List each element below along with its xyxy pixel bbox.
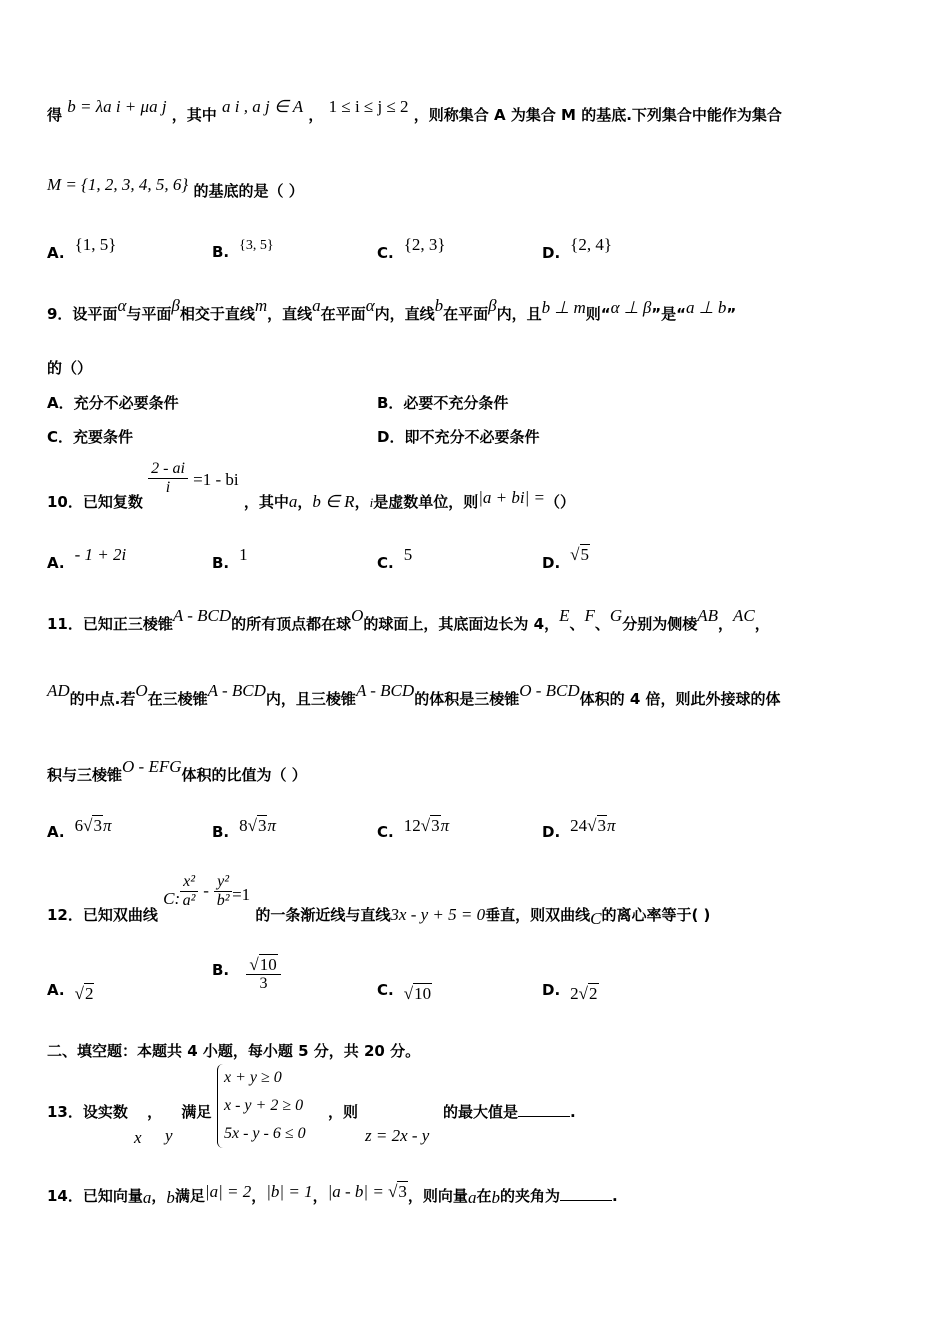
option-value-sqrt: √5 [570, 545, 589, 564]
q13-tail [328, 1101, 358, 1122]
text: 得 [47, 106, 63, 124]
text: （） [545, 493, 576, 511]
math: O [351, 606, 364, 625]
q8-option-b[interactable] [212, 238, 274, 262]
text: ， [754, 615, 770, 633]
q13-line [47, 1101, 211, 1122]
q12-option-a[interactable] [47, 980, 94, 1003]
math: |a + bi| = [478, 488, 545, 507]
q12-option-d[interactable] [542, 980, 599, 1003]
math: A - BCD [355, 681, 415, 700]
option-label: B. [212, 243, 230, 261]
math: m [254, 296, 268, 315]
text: 相交于直线 [179, 305, 255, 323]
text: 12．已知双曲线 [47, 906, 158, 924]
text: 13．设实数 [47, 1103, 128, 1121]
math: E [559, 606, 570, 625]
math-cond: a i , a j ∈ A [222, 97, 304, 116]
math: b [491, 1188, 500, 1207]
text: ， [147, 1103, 163, 1121]
text: ” [726, 305, 737, 323]
constraint-rows [217, 1064, 306, 1148]
fraction-denominator: a² [182, 892, 196, 909]
text: 14．已知向量 [47, 1187, 143, 1205]
math: AD [47, 681, 70, 700]
math: a ⊥ b [686, 298, 727, 317]
text: 的一条渐近线与直线 [255, 906, 391, 924]
option-value: 2√2 [570, 984, 598, 1003]
text: 、 [594, 615, 610, 633]
option-value: 12√3π [403, 816, 450, 835]
radicand: 3 [431, 816, 440, 835]
option-label: A. [47, 554, 65, 572]
option-label: A. [47, 823, 65, 841]
q10-line [47, 460, 576, 511]
text: 的体积是三棱锥 [414, 690, 520, 708]
math: C [590, 909, 602, 928]
math-sqrt: √3 [388, 1182, 407, 1201]
q12-option-b[interactable] [212, 956, 281, 993]
q12-line [47, 873, 711, 928]
text: 11．已知正三棱锥 [47, 615, 173, 633]
math: |a - b| = [327, 1182, 389, 1201]
option-value: - 1 + 2i [74, 545, 127, 564]
text: ，则 [328, 1103, 359, 1121]
coef: 8 [239, 816, 248, 835]
pi: π [607, 816, 616, 835]
fraction-numerator: √10 [246, 956, 280, 975]
option-value: 24√3π [570, 816, 616, 835]
text: 的夹角为 [499, 1187, 560, 1205]
math: A - BCD [207, 681, 266, 700]
text: 满足 [174, 1187, 205, 1205]
math-set-m: M = {1, 2, 3, 4, 5, 6} [47, 175, 189, 194]
math: - [203, 881, 209, 900]
q12-option-c[interactable] [377, 980, 432, 1003]
text: . [611, 1187, 618, 1205]
q8-line2 [47, 175, 304, 201]
option-value [246, 956, 280, 993]
math: O [135, 681, 148, 700]
answer-blank[interactable] [560, 1186, 612, 1201]
q11-option-d[interactable] [542, 816, 616, 842]
text: ， [354, 493, 370, 511]
option-value: {1, 5} [74, 235, 117, 254]
pi: π [102, 816, 112, 835]
q11-option-c[interactable] [377, 816, 450, 842]
radicand: 2 [84, 984, 94, 1003]
radicand: 3 [597, 816, 606, 835]
radicand: 5 [580, 545, 589, 564]
q11-line1 [47, 606, 770, 634]
radicand: 3 [257, 816, 267, 835]
q9-option-c[interactable]: C．充要条件 [47, 428, 134, 446]
math-basis-eq: b = λa i + μa j [67, 97, 167, 116]
option-label: C. [377, 981, 394, 999]
math: |a| = 2 [204, 1182, 252, 1201]
text: ，其中 [243, 493, 289, 511]
option-label: D. [542, 981, 561, 999]
math: b [166, 1188, 175, 1207]
option-label: B. [212, 554, 230, 572]
option-value: √2 [74, 984, 94, 1003]
text: 满足 [181, 1103, 212, 1121]
option-value: 6√3π [74, 816, 112, 835]
math-objective: z = 2x - y [365, 1126, 430, 1145]
option-label: A. [47, 244, 65, 262]
fraction-y [214, 873, 232, 910]
math: C: [163, 889, 181, 908]
q8-line1 [47, 97, 782, 125]
q10-option-c[interactable] [377, 545, 413, 573]
math: AB [697, 606, 718, 625]
text: ， [308, 106, 324, 124]
fraction-denominator: b² [216, 892, 230, 909]
fraction-denominator: 3 [259, 975, 268, 992]
math: |b| = 1 [266, 1182, 313, 1201]
radicand: 2 [589, 984, 598, 1003]
option-label: D. [542, 554, 561, 572]
option-label: B. [212, 961, 230, 979]
q10-option-d[interactable] [542, 545, 590, 573]
math: b ∈ R [312, 492, 355, 511]
text: 分别为侧棱 [622, 615, 698, 633]
text: ，则向量 [407, 1187, 468, 1205]
constraint-system [217, 1064, 306, 1148]
math: α ⊥ β [610, 298, 652, 317]
coef: 12 [403, 816, 421, 835]
option-value: 1 [239, 545, 248, 564]
option-value: {2, 3} [403, 235, 446, 254]
option-label: B. [212, 823, 230, 841]
q9-option-b[interactable]: B．必要不充分条件 [377, 394, 509, 412]
text: 10．已知复数 [47, 493, 143, 511]
radicand: 10 [414, 984, 432, 1003]
text: ， [717, 615, 733, 633]
fraction-x [180, 873, 198, 910]
pi: π [440, 816, 450, 835]
radicand: 3 [93, 816, 102, 835]
text: 在平面 [443, 305, 489, 323]
q11-option-b[interactable] [212, 816, 277, 842]
q8-option-c[interactable] [377, 235, 446, 263]
q9-option-d[interactable]: D．即不充分不必要条件 [377, 428, 540, 446]
option-value: {3, 5} [239, 238, 274, 253]
math: a [312, 296, 321, 315]
math: AC [733, 606, 755, 625]
radicand: 10 [259, 955, 277, 974]
math-var-y: y [165, 1126, 173, 1145]
q11-line2 [47, 681, 781, 709]
math: F [584, 606, 595, 625]
q10-option-a[interactable] [47, 545, 127, 573]
answer-blank[interactable] [518, 1102, 570, 1117]
fraction-denominator: i [165, 479, 171, 496]
coef: 24 [570, 816, 588, 835]
q9-option-a[interactable]: A．充分不必要条件 [47, 394, 179, 412]
text: 在 [476, 1187, 492, 1205]
math: β [488, 296, 497, 315]
math: a [142, 1188, 152, 1207]
option-label: C. [377, 244, 394, 262]
constraint-row: 5x - y - 6 ≤ 0 [224, 1125, 306, 1142]
coef: 6 [74, 816, 84, 835]
text: 体积的比值为（ ） [181, 766, 307, 784]
math: A - BCD [172, 606, 232, 625]
text: ，直线 [267, 305, 313, 323]
text: 内，且三棱锥 [265, 690, 356, 708]
text: 与平面 [126, 305, 172, 323]
option-value: {2, 4} [570, 235, 612, 254]
math: b ⊥ m [541, 298, 586, 317]
math: O - BCD [519, 681, 580, 700]
q8-option-d[interactable] [542, 235, 612, 263]
text: 、 [569, 615, 585, 633]
q12-tail [255, 905, 711, 928]
math-var-x: x [134, 1128, 142, 1147]
text: ，其中 [171, 106, 217, 124]
q11-option-a[interactable] [47, 816, 112, 842]
math: i [369, 495, 374, 510]
option-label: A. [47, 981, 65, 999]
math: G [609, 606, 623, 625]
math: β [171, 296, 180, 315]
q10-option-b[interactable] [212, 545, 248, 573]
text: 在平面 [320, 305, 366, 323]
option-value: √10 [403, 984, 432, 1003]
text: ， [251, 1187, 267, 1205]
math: =1 - bi [193, 470, 239, 489]
math-cond-range: 1 ≤ i ≤ j ≤ 2 [328, 97, 409, 116]
pi: π [267, 816, 277, 835]
math: O - EFG [122, 757, 182, 776]
math: b [434, 296, 444, 315]
radicand: 3 [398, 1182, 407, 1201]
constraint-row: x + y ≥ 0 [224, 1069, 282, 1086]
coef: 2 [570, 984, 579, 1003]
math: 3x - y + 5 = 0 [390, 905, 486, 924]
q11-line3 [47, 757, 307, 785]
constraint-row: x - y + 2 ≥ 0 [224, 1097, 304, 1114]
text: ， [312, 1187, 328, 1205]
q10-tail [243, 488, 576, 511]
option-label: C. [377, 823, 394, 841]
text: ， [151, 1187, 167, 1205]
math: a [288, 492, 298, 511]
math: α [365, 296, 375, 315]
text: 的离心率等于( ) [601, 906, 711, 924]
q9-line2: 的（） [47, 359, 93, 377]
option-label: C. [377, 554, 394, 572]
text: 体积的 4 倍，则此外接球的体 [579, 690, 781, 708]
text: 的球面上，其底面边长为 4， [363, 615, 560, 633]
q8-option-a[interactable] [47, 235, 117, 263]
q14-line [47, 1182, 618, 1207]
fraction-numerator: 2 - ai [148, 460, 188, 479]
text: 垂直，则双曲线 [485, 906, 591, 924]
section-heading: 二、填空题：本题共 4 小题，每小题 5 分，共 20 分。 [47, 1042, 421, 1060]
fraction-numerator: y² [214, 873, 232, 892]
fraction-numerator: x² [180, 873, 198, 892]
text: ， [297, 493, 313, 511]
text: 的所有顶点都在球 [231, 615, 352, 633]
q13-answer [443, 1101, 576, 1122]
option-value: 8√3π [239, 816, 277, 835]
text: 内，且 [496, 305, 542, 323]
math: α [117, 296, 127, 315]
text: 的基底的是（ ） [193, 182, 304, 200]
text: 在三棱锥 [147, 690, 208, 708]
q9-line1 [47, 296, 737, 324]
text: ，则称集合 A 为集合 M 的基底.下列集合中能作为集合 [413, 106, 782, 124]
option-value: 5 [403, 545, 413, 564]
text: 则“ [585, 305, 611, 323]
text: 积与三棱锥 [47, 766, 123, 784]
option-label: D. [542, 244, 561, 262]
math: a [467, 1188, 477, 1207]
math: =1 [232, 885, 251, 904]
text: 是虚数单位，则 [373, 493, 479, 511]
text: 的最大值是 [443, 1103, 519, 1121]
option-label: D. [542, 823, 561, 841]
text: ”是“ [651, 305, 687, 323]
text: 的中点.若 [69, 690, 136, 708]
fraction [148, 460, 188, 497]
text: . [570, 1103, 576, 1121]
text: 内，直线 [374, 305, 435, 323]
text: 9．设平面 [47, 305, 118, 323]
